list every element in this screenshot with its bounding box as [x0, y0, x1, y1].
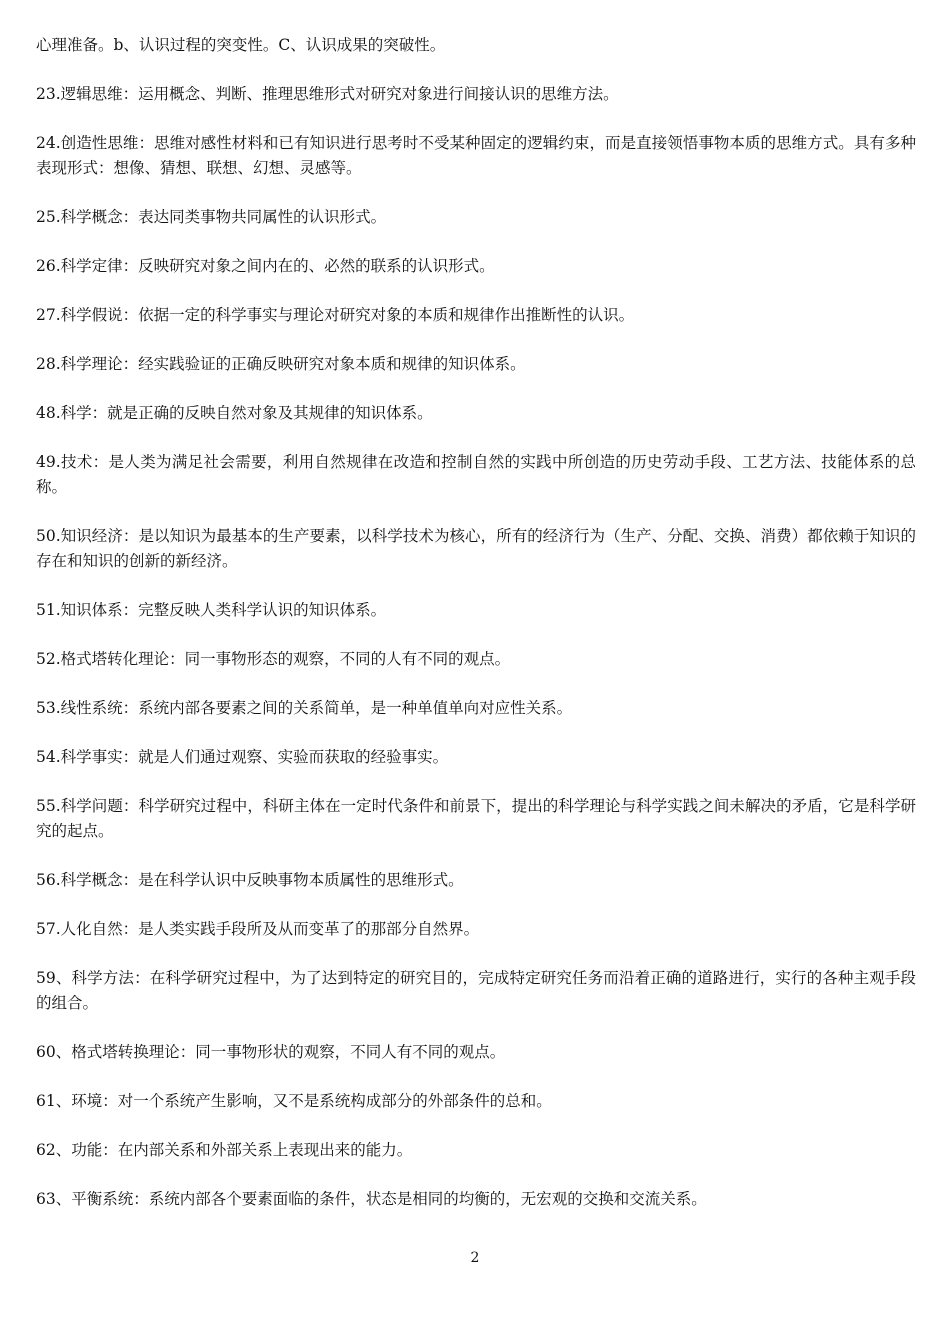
paragraph: 49.技术：是人类为满足社会需要，利用自然规律在改造和控制自然的实践中所创造的历史劳动手段、工艺方法、技能体系的总称。: [36, 453, 916, 496]
paragraph: 26.科学定律：反映研究对象之间内在的、必然的联系的认识形式。: [36, 257, 495, 275]
paragraph: 54.科学事实：就是人们通过观察、实验而获取的经验事实。: [36, 748, 449, 766]
document-body: [36, 33, 916, 1236]
paragraph: 52.格式塔转化理论：同一事物形态的观察，不同的人有不同的观点。: [36, 650, 511, 668]
paragraph: 61、环境：对一个系统产生影响，又不是系统构成部分的外部条件的总和。: [36, 1092, 552, 1110]
paragraph: 62、功能：在内部关系和外部关系上表现出来的能力。: [36, 1141, 413, 1159]
paragraph: 60、格式塔转换理论：同一事物形状的观察，不同人有不同的观点。: [36, 1043, 506, 1061]
paragraph: 28.科学理论：经实践验证的正确反映研究对象本质和规律的知识体系。: [36, 355, 526, 373]
paragraph: 48.科学：就是正确的反映自然对象及其规律的知识体系。: [36, 404, 433, 422]
paragraph: 50.知识经济：是以知识为最基本的生产要素，以科学技术为核心，所有的经济行为（生产、分配、交换、消费）都依赖于知识的存在和知识的创新的新经济。: [36, 527, 916, 570]
paragraph: 23.逻辑思维：运用概念、判断、推理思维形式对研究对象进行间接认识的思维方法。: [36, 85, 619, 103]
paragraph: 57.人化自然：是人类实践手段所及从而变革了的那部分自然界。: [36, 920, 480, 938]
paragraph: 51.知识体系：完整反映人类科学认识的知识体系。: [36, 601, 387, 619]
paragraph: 25.科学概念：表达同类事物共同属性的认识形式。: [36, 208, 387, 226]
paragraph: 63、平衡系统：系统内部各个要素面临的条件，状态是相同的均衡的，无宏观的交换和交流关系。: [36, 1190, 707, 1208]
paragraph: 心理准备。b、认识过程的突变性。C、认识成果的突破性。: [36, 36, 446, 54]
paragraph: 27.科学假说：依据一定的科学事实与理论对研究对象的本质和规律作出推断性的认识。: [36, 306, 635, 324]
paragraph: 24.创造性思维：思维对感性材料和已有知识进行思考时不受某种固定的逻辑约束，而是直接领悟事物本质的思维方式。具有多种表现形式：想像、猜想、联想、幻想、灵感等。: [36, 134, 916, 177]
paragraph: 59、科学方法：在科学研究过程中，为了达到特定的研究目的，完成特定研究任务而沿着正确的道路进行，实行的各种主观手段的组合。: [36, 969, 916, 1012]
paragraph: 56.科学概念：是在科学认识中反映事物本质属性的思维形式。: [36, 871, 464, 889]
paragraph: 55.科学问题：科学研究过程中，科研主体在一定时代条件和前景下，提出的科学理论与科学实践之间未解决的矛盾，它是科学研究的起点。: [36, 797, 916, 840]
page-number: 2: [470, 1250, 480, 1266]
paragraph: 53.线性系统：系统内部各要素之间的关系简单，是一种单值单向对应性关系。: [36, 699, 573, 717]
